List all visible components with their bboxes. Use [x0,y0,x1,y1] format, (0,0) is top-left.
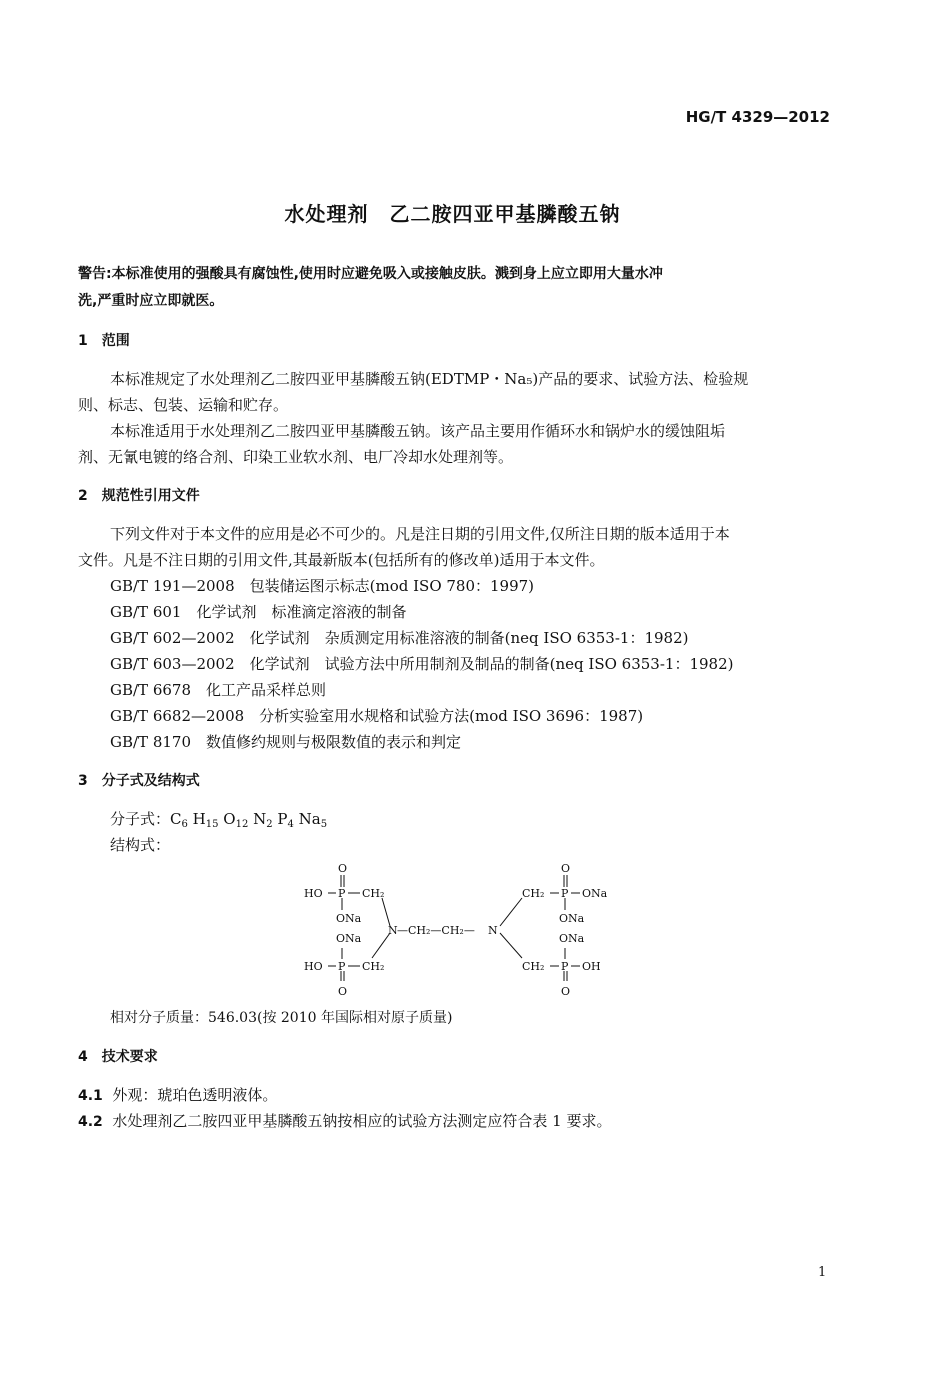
struct-atom: P [338,887,346,900]
struct-atom: N [488,924,498,937]
clause-number: 4.2 [78,1114,103,1130]
struct-atom: CH₂ [522,960,545,973]
requirement-item-appearance [78,1084,277,1105]
struct-atom: OH [582,960,601,973]
standard-number: HG/T 4329—2012 [685,108,830,126]
reference-item: GB/T 602—2002 化学试剂 杂质测定用标准溶液的制备(neq ISO 6353-1：1982) [110,629,689,647]
struct-atom: ONa [559,912,585,925]
structure-label: 结构式： [110,836,171,854]
page-number: 1 [818,1265,827,1280]
document-title: 水处理剂 乙二胺四亚甲基膦酸五钠 [284,202,621,226]
reference-item: GB/T 6682—2008 分析实验室用水规格和试验方法(mod ISO 3696：1987) [110,707,644,725]
struct-chain: —CH₂—CH₂— [397,924,475,937]
struct-atom: P [338,960,346,973]
struct-atom: HO [304,960,323,973]
scope-paragraph-2-line-2: 剂、无氰电镀的络合剂、印染工业软水剂、电厂冷却水处理剂等。 [78,448,514,466]
scope-paragraph-1-line-1: 本标准规定了水处理剂乙二胺四亚甲基膦酸五钠(EDTMP・Na₅)产品的要求、试验方法、检验规 [110,370,749,388]
struct-atom: ONa [582,887,608,900]
formula-label: 分子式： [110,810,171,828]
scope-paragraph-2-line-1: 本标准适用于水处理剂乙二胺四亚甲基膦酸五钠。该产品主要用作循环水和锅炉水的缓蚀阻垢 [110,422,726,440]
references-intro-line-2: 文件。凡是不注日期的引用文件,其最新版本(包括所有的修改单)适用于本文件。 [78,551,605,569]
reference-item: GB/T 8170 数值修约规则与极限数值的表示和判定 [110,733,462,751]
reference-item: GB/T 603—2002 化学试剂 试验方法中所用制剂及制品的制备(neq ISO 6353-1：1982) [110,655,734,673]
molecular-formula: 分子式：$C_6$ $H_{15}$ $O_{12}$ $N_2$ $P_4$ $Na_5$ [110,810,328,830]
structural-formula [300,858,620,1003]
struct-atom: P [561,960,569,973]
warning-line-2: 洗,严重时应立即就医。 [78,293,224,309]
struct-atom: P [561,887,569,900]
section-heading-formula: 3 分子式及结构式 [78,773,200,789]
references-intro-line-1: 下列文件对于本文件的应用是必不可少的。凡是注日期的引用文件,仅所注日期的版本适用于本 [110,525,730,543]
struct-atom: N [388,924,398,937]
reference-item: GB/T 191—2008 包装储运图示标志(mod ISO 780：1997) [110,577,535,595]
struct-atom: ONa [336,932,362,945]
struct-atom: CH₂ [522,887,545,900]
relative-molecular-mass: 相对分子质量：546.03(按 2010 年国际相对原子质量) [110,1010,453,1026]
clause-text: 水处理剂乙二胺四亚甲基膦酸五钠按相应的试验方法测定应符合表 1 要求。 [112,1112,612,1130]
section-heading-normative-references: 2 规范性引用文件 [78,488,200,504]
struct-atom: CH₂ [362,960,385,973]
struct-atom: O [561,985,571,998]
clause-text: 外观：琥珀色透明液体。 [112,1086,278,1104]
scope-paragraph-1-line-2: 则、标志、包装、运输和贮存。 [78,396,289,414]
struct-atom: ONa [336,912,362,925]
struct-atom: ONa [559,932,585,945]
section-heading-scope: 1 范围 [78,333,130,349]
struct-atom: O [338,985,348,998]
struct-atom: O [338,862,348,875]
reference-item: GB/T 601 化学试剂 标准滴定溶液的制备 [110,603,407,621]
clause-number: 4.1 [78,1088,103,1104]
struct-atom: CH₂ [362,887,385,900]
requirement-item-table-reference [78,1110,611,1131]
struct-atom: HO [304,887,323,900]
reference-item: GB/T 6678 化工产品采样总则 [110,681,327,699]
section-heading-technical-requirements: 4 技术要求 [78,1049,158,1065]
warning-line-1: 警告:本标准使用的强酸具有腐蚀性,使用时应避免吸入或接触皮肤。溅到身上应立即用大量水冲 [78,266,663,282]
struct-atom: O [561,862,571,875]
